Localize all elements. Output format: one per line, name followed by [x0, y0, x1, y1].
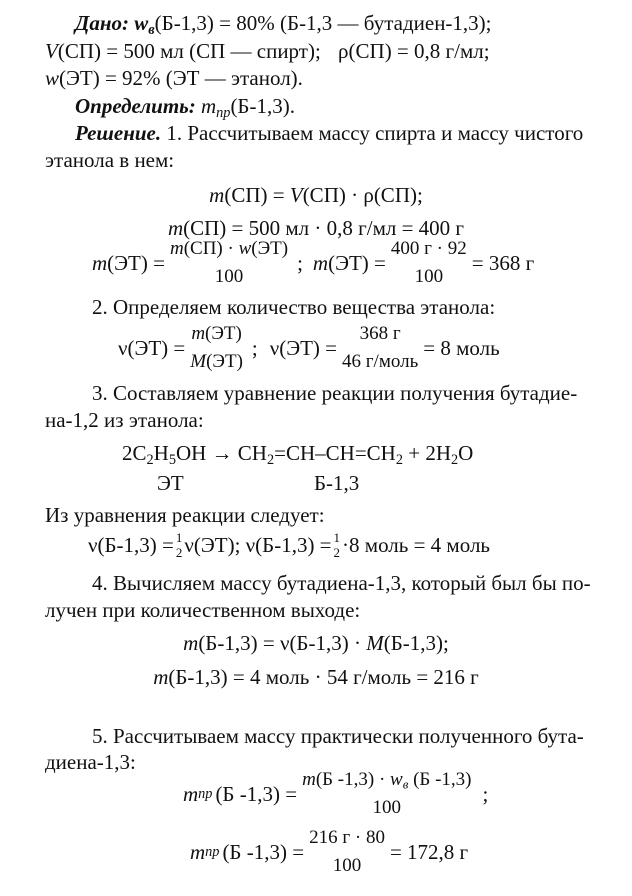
fraction	[307, 826, 387, 878]
numerator: 216 г · 80	[309, 827, 385, 848]
m-symbol: m	[191, 323, 206, 344]
eq6-part: (Б-1,3) = ν(Б-1,3) ·	[198, 631, 367, 655]
molar-mass-symbol: M	[190, 350, 207, 372]
fraction	[300, 768, 473, 820]
eq5-part: ν(ЭТ); ν(Б-1,3) =	[184, 532, 332, 557]
step3-text: 3. Составляем уравнение реакции получения бутадие-	[92, 381, 578, 405]
given-density: ρ(СП) = 0,8 г/мл;	[338, 39, 490, 63]
w-subscript: в	[148, 21, 155, 38]
numerator-part: (ЭТ)	[251, 238, 289, 259]
fraction	[188, 322, 245, 374]
numerator: 1	[333, 530, 341, 545]
step5-text-2: диена-1,3:	[45, 750, 136, 774]
eq4-result: = 8 моль	[423, 335, 500, 360]
fraction	[175, 531, 184, 559]
equation-9: m пр (Б -1,3) = 216 г · 80 100 = 172,8 г	[190, 827, 469, 876]
eq4-lhs-2: ν(ЭТ) =	[269, 335, 338, 360]
numerator: 368 г	[359, 323, 401, 344]
given-line-1-text: (Б-1,3) = 80% (Б-1,3 — бутадиен-1,3);	[154, 11, 492, 35]
given-label: Дано:	[75, 11, 129, 35]
m-symbol: m	[153, 665, 169, 689]
equation-1	[0, 182, 632, 208]
given-volume: (СП) = 500 мл (СП — спирт);	[57, 39, 321, 63]
eq4-lhs: ν(ЭТ) =	[118, 335, 186, 360]
numerator-part: (ЭТ)	[205, 323, 242, 344]
denominator: 100	[414, 265, 444, 287]
denominator: 100	[214, 265, 244, 287]
equation-8: m пр (Б -1,3) = m(Б $-1,3) \cdot w_в$ (Б -1,3) 100 ;	[183, 769, 489, 818]
fraction	[168, 237, 290, 289]
solution-line-1	[75, 120, 583, 146]
separator: ;	[297, 250, 303, 275]
step3-text-2: на-1,2 из этанола:	[45, 408, 204, 432]
w-symbol: w	[390, 769, 403, 790]
equation-7	[0, 664, 632, 690]
find-label: Определить:	[75, 94, 196, 118]
m-symbol: m	[183, 781, 199, 806]
find-text: (Б-1,3).	[230, 94, 295, 118]
follows-text: Из уравнения реакции следует:	[45, 503, 325, 527]
subscript: 2	[395, 451, 403, 468]
subscript: 2	[451, 451, 459, 468]
denominator: 100	[372, 796, 402, 818]
separator: ;	[251, 335, 258, 360]
numerator: 400 г · 92	[390, 238, 467, 259]
equation-4	[118, 322, 500, 374]
numerator: 1	[175, 530, 183, 545]
eq6-part: (Б-1,3);	[383, 631, 449, 655]
eq2-part: (СП) = 500 мл · 0,8 г/мл = 400 г	[183, 216, 465, 240]
reaction-equation	[122, 440, 473, 466]
eq8-lhs: (Б -1,3) =	[215, 781, 298, 806]
solution-label: Решение.	[75, 121, 162, 145]
reaction-part: =CH–CH=CH	[274, 441, 396, 465]
numerator-part: (СП) ·	[183, 238, 239, 259]
denominator: 2	[175, 545, 183, 560]
given-line-1	[75, 10, 492, 36]
m-symbol: m	[167, 216, 184, 240]
find-line	[75, 93, 295, 119]
subscript: 2	[266, 451, 275, 468]
equation-6	[0, 630, 632, 656]
reaction-label-butadiene: Б-1,3	[314, 471, 360, 495]
reaction-part: + 2H	[402, 441, 451, 465]
m-symbol: m	[183, 631, 199, 655]
equation-3	[92, 237, 534, 289]
eq3-lhs: (ЭТ) =	[107, 250, 165, 275]
given-ethanol-fraction: (ЭТ) = 92% (ЭТ — этанол).	[59, 66, 303, 90]
fraction	[340, 322, 420, 374]
reaction-part: O	[458, 441, 474, 465]
m-symbol: m	[190, 839, 206, 864]
eq7-part: (Б-1,3) = 4 моль · 54 г/моль = 216 г	[168, 665, 479, 689]
w-symbol: w	[45, 66, 60, 90]
w-symbol: w	[134, 11, 149, 35]
given-line-3	[45, 65, 303, 91]
separator: ;	[482, 781, 489, 806]
eq3-lhs-2: (ЭТ) =	[328, 250, 386, 275]
subscript: 5	[168, 451, 176, 468]
step4-text-2: лучен при количественном выходе:	[45, 598, 361, 622]
numerator-part: (Б -1,3)	[408, 769, 472, 790]
subscript: 2	[146, 451, 154, 468]
fraction	[333, 531, 342, 559]
eq9-result: = 172,8 г	[389, 839, 469, 864]
reaction-part: OH → CH	[175, 441, 267, 465]
eq9-lhs: (Б -1,3) =	[222, 839, 305, 864]
reaction-part: 2C	[122, 441, 147, 465]
fraction	[389, 237, 469, 289]
molar-mass-symbol: M	[366, 631, 384, 655]
m-symbol: m	[209, 183, 225, 207]
eq5-part: ·8 моль = 4 моль	[342, 532, 491, 557]
denominator: 46 г/моль	[342, 350, 419, 372]
reaction-label-ethanol: ЭТ	[157, 471, 184, 495]
m-symbol: m	[169, 238, 184, 259]
m-symbol: m	[312, 250, 329, 275]
given-line-2	[45, 38, 490, 64]
eq1-part: (СП) · ρ(СП);	[302, 183, 423, 207]
step1-text-2: этанола в нем:	[45, 148, 175, 172]
v-symbol: V	[45, 39, 58, 63]
v-symbol: V	[289, 183, 303, 207]
eq5-part: ν(Б-1,3) =	[88, 532, 174, 557]
step5-text: 5. Рассчитываем массу практически полученного бута-	[92, 724, 584, 748]
denominator: 100	[332, 854, 362, 876]
m-symbol: m	[92, 250, 108, 275]
m-symbol: m	[302, 769, 316, 790]
step4-text: 4. Вычисляем массу бутадиена-1,3, который был бы по-	[92, 571, 591, 595]
w-subscript: в	[402, 776, 409, 792]
w-symbol: w	[238, 238, 252, 259]
step1-text: 1. Рассчитываем массу спирта и массу чистого	[166, 121, 584, 145]
equation-5	[88, 531, 490, 559]
eq3-result: = 368 г	[471, 250, 535, 275]
denominator-part: (ЭТ)	[206, 350, 243, 372]
denominator: 2	[333, 545, 341, 560]
m-symbol: m	[201, 94, 217, 118]
reaction-part: H	[153, 441, 169, 465]
eq1-part: (СП) =	[224, 183, 290, 207]
m-subscript: пр	[216, 104, 231, 121]
step2-text: 2. Определяем количество вещества этанола:	[92, 295, 496, 319]
numerator-part: (Б -1,3) ·	[315, 769, 391, 790]
